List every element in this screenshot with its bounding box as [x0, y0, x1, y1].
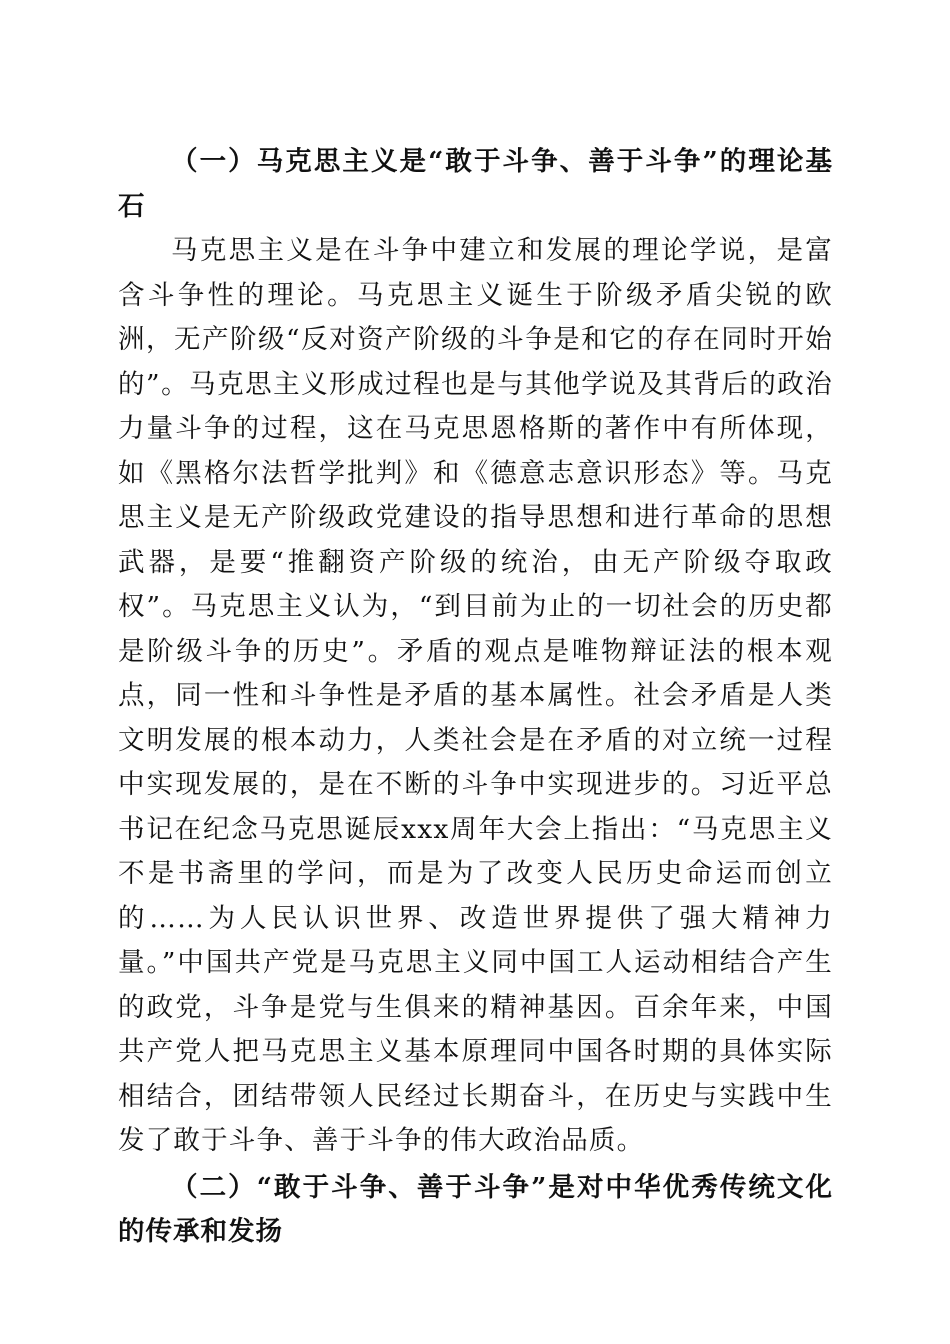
section-1-heading: （一）马克思主义是“敢于斗争、善于斗争”的理论基石 — [118, 146, 833, 222]
section-2-heading: （二）“敢于斗争、善于斗争”是对中华优秀传统文化的传承和发扬 — [118, 1171, 833, 1247]
document-body — [118, 140, 833, 1255]
section-1-paragraph: 马克思主义是在斗争中建立和发展的理论学说，是富含斗争性的理论。马克思主义诞生于阶级矛盾尖锐的欧洲，无产阶级“反对资产阶级的斗争是和它的存在同时开始的”。马克思主义形成过程也是与其他学说及其背后的政治力量斗争的过程，这在马克思恩格斯的著作中有所体现，如《黑格尔法哲学批判》和《德意志意识形态》等。马克思主义是无产阶级政党建设的指导思想和进行革命的思想武器，是要“推翻资产阶级的统治，由无产阶级夺取政权”。马克思主义认为，“到目前为止的一切社会的历史都是阶级斗争的历史”。矛盾的观点是唯物辩证法的根本观点，同一性和斗争性是矛盾的基本属性。社会矛盾是人类文明发展的根本动力，人类社会是在矛盾的对立统一过程中实现发展的，是在不断的斗争中实现进步的。习近平总书记在纪念马克思诞辰xxx周年大会上指出：“马克思主义不是书斋里的学问，而是为了改变人民历史命运而创立的……为人民认识世界、改造世界提供了强大精神力量。”中国共产党是马克思主义同中国工人运动相结合产生的政党，斗争是党与生俱来的精神基因。百余年来，中国共产党人把马克思主义基本原理同中国各时期的具体实际相结合，团结带领人民经过长期奋斗，在历史与实践中生发了敢于斗争、善于斗争的伟大政治品质。 — [118, 235, 833, 1156]
